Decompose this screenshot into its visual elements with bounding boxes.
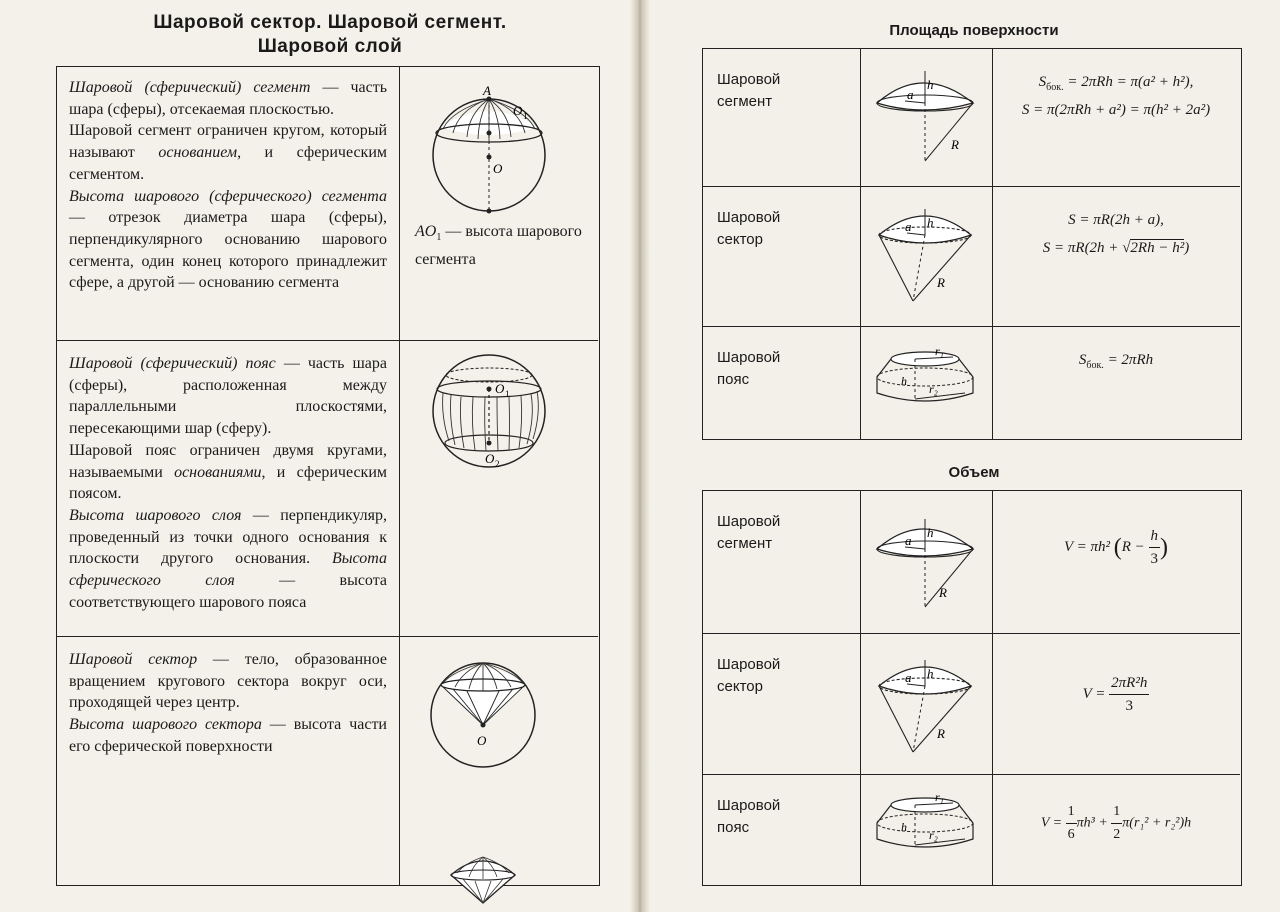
formula-line [993, 71, 1239, 99]
paren-close: ) [1160, 534, 1169, 561]
area-sector-figure [873, 197, 985, 309]
label-h: h [927, 666, 934, 681]
name-line: пояс [717, 819, 750, 836]
numerator: 1 [1066, 801, 1077, 824]
area-sector-row [703, 187, 1240, 327]
segment-definition [69, 77, 387, 294]
label-h: h [901, 374, 907, 388]
volume-segment-name [717, 511, 847, 555]
formula-s: S [1078, 352, 1087, 368]
volume-sector-formula [993, 672, 1239, 717]
formula-sub: бок. [1086, 360, 1104, 371]
sector-sphere-figure [419, 641, 549, 769]
volume-segment-figure [873, 505, 985, 617]
layer-height-text-end: — высота соответствующего шарового пояса [69, 572, 388, 611]
volume-layer-row [703, 775, 1240, 884]
formula-sub: бок. [1046, 82, 1064, 93]
segment-sphere-figure [429, 85, 559, 215]
label-o2: O [485, 451, 495, 466]
label-a: A [483, 85, 491, 98]
sector-def-text: — тело, образованное вращением кругового сектора вокруг оси, проходящей через центр. [69, 651, 387, 712]
denominator: 3 [1125, 698, 1133, 714]
label-o2-sub: 2 [495, 459, 500, 469]
volume-sector-figure [873, 648, 985, 760]
volume-layer-figure [873, 789, 985, 873]
volume-sector-name [717, 654, 847, 698]
layer-height-term2: Высота сферического слоя [69, 550, 387, 590]
numerator: 2πR²h [1109, 672, 1149, 695]
caption-ao-sub: 1 [436, 232, 442, 244]
formula-part: V = [1082, 685, 1106, 702]
formula-part: R − [1121, 538, 1145, 555]
sector-definition [69, 649, 387, 758]
label-r: R [937, 726, 945, 741]
area-sector-formula [993, 209, 1239, 259]
layer-base-text: Шаровой пояс ограничен двумя кругами, называемыми [69, 441, 387, 481]
fraction [1066, 801, 1077, 846]
layer-definition [69, 353, 387, 613]
label-a: a [905, 533, 912, 548]
label-h: h [927, 525, 934, 540]
formula-part: πh³ + [1076, 815, 1108, 831]
label-h: h [927, 215, 934, 230]
label-a: a [907, 87, 914, 102]
layer-height-text: — перпендикуляр, проведенный из точки одного основания к плоскости другого основания. [69, 506, 387, 568]
name-line: пояс [717, 371, 750, 388]
caption-text: — высота шарового сегмента [415, 223, 582, 269]
area-layer-figure [873, 343, 985, 427]
label-a: a [905, 219, 912, 234]
name-line: Шаровой [717, 513, 781, 530]
formula-s: S [1038, 74, 1047, 90]
name-line: сегмент [717, 93, 773, 110]
area-layer-row [703, 327, 1240, 438]
name-line: сектор [717, 231, 763, 248]
segment-base-text: Шаровой сегмент ограничен кругом, который называют [69, 122, 387, 162]
name-line: сектор [717, 678, 763, 695]
layer-base-text-end: , и сферическим поясом. [69, 463, 388, 503]
book-spine [630, 0, 650, 912]
sector-height-text: — высота части его сферической поверхности [69, 716, 387, 755]
formula-root: 2Rh − h² [1130, 240, 1185, 256]
area-segment-row [703, 49, 1240, 187]
formula-part: ) [1184, 240, 1190, 256]
label-o1-sub: 1 [505, 389, 510, 399]
layer-base-term: основаниями [174, 463, 262, 481]
layer-term: Шаровой (сферический) пояс [69, 355, 276, 372]
segment-base-term: основанием [158, 144, 238, 162]
sector-height-term: Высота шарового сектора [69, 716, 262, 734]
formula-line: S = π(2πRh + a²) = π(h² + 2a²) [1021, 102, 1211, 118]
label-h: h [901, 820, 907, 834]
label-r2: r₂ [929, 382, 938, 396]
sqrt-sign: √ [1122, 240, 1131, 256]
formula-line [993, 237, 1239, 259]
layer-height-term: Высота шарового слоя [69, 506, 242, 524]
fraction [1149, 525, 1161, 570]
formula-part: π(r₁² + r₂²)h [1122, 815, 1192, 831]
volume-layer-name [717, 795, 847, 839]
name-line: Шаровой [717, 71, 781, 88]
volume-layer-formula [993, 801, 1239, 846]
segment-row [57, 67, 598, 341]
label-o1: O [513, 103, 523, 118]
area-layer-name [717, 347, 847, 391]
label-o: O [477, 733, 487, 748]
area-sector-name [717, 207, 847, 251]
volume-segment-row [703, 491, 1240, 634]
layer-sphere-figure [429, 347, 559, 477]
formula-part: V = πh² [1063, 538, 1110, 555]
volume-segment-formula [993, 525, 1239, 570]
right-page [644, 0, 1280, 912]
sector-row [57, 637, 598, 884]
segment-def-text: — часть шара (сферы), отсекаемая плоскостью. [69, 79, 387, 118]
sector-term: Шаровой сектор [69, 651, 198, 668]
label-r1: r₁ [935, 790, 944, 804]
formula-rest: = 2πRh [1103, 352, 1154, 368]
name-line: Шаровой [717, 656, 781, 673]
denominator: 2 [1113, 827, 1121, 842]
page-title: Шаровой сектор. Шаровой сегмент. [153, 12, 507, 33]
numerator: h [1149, 525, 1161, 548]
area-segment-name [717, 69, 847, 113]
left-page [0, 0, 636, 912]
formula-part: S = πR(2h + [1042, 240, 1123, 256]
surface-area-table [702, 48, 1242, 440]
volume-sector-row [703, 634, 1240, 775]
label-r: R [951, 137, 959, 152]
layer-row [57, 341, 598, 637]
segment-height-term: Высота шарового (сферического) сегмента [69, 187, 387, 205]
name-line: Шаровой [717, 349, 781, 366]
segment-caption [415, 221, 585, 271]
area-segment-formula [993, 71, 1239, 121]
layer-def-text: — часть шара (сферы), расположенная между параллельными плоскостями, пересекающими шар (сферу). [69, 355, 387, 438]
paren-open: ( [1113, 534, 1122, 561]
label-r: R [937, 275, 945, 290]
denominator: 3 [1150, 551, 1159, 567]
sector-cone-figure [443, 849, 523, 909]
volume-title: Объем [948, 464, 1000, 481]
formula-part: V = [1040, 815, 1063, 831]
name-line: Шаровой [717, 797, 781, 814]
label-r: R [939, 585, 947, 600]
label-o1: O [495, 381, 505, 396]
name-line: сегмент [717, 535, 773, 552]
definitions-table [56, 66, 600, 886]
label-r1: r₁ [935, 344, 944, 358]
formula-rest: = 2πRh = π(a² + h²), [1063, 74, 1194, 90]
area-layer-formula [993, 349, 1239, 377]
fraction [1111, 801, 1122, 846]
label-h: h [927, 77, 934, 92]
segment-term: Шаровой (сферический) сегмент [69, 79, 311, 96]
caption-ao: AO [415, 223, 437, 240]
numerator: 1 [1111, 801, 1122, 824]
volume-table [702, 490, 1242, 886]
name-line: Шаровой [717, 209, 781, 226]
segment-base-text-end: , и сферическим сегментом. [69, 144, 388, 183]
label-r2: r₂ [929, 828, 938, 842]
fraction [1109, 672, 1149, 717]
denominator: 6 [1067, 827, 1075, 842]
formula-line: S = πR(2h + a), [1068, 212, 1164, 228]
label-a: a [905, 670, 912, 685]
label-o: O [493, 161, 503, 176]
surface-area-title: Площадь поверхности [889, 22, 1059, 39]
segment-height-text: — отрезок диаметра шара (сферы), перпендикулярного основанию шарового сегмента, один конец которого принадлежит сфере, а другой — основанию сегмента [69, 209, 387, 292]
label-o1-sub: 1 [523, 111, 528, 121]
area-segment-figure [873, 59, 985, 171]
page-subtitle: Шаровой слой [257, 36, 403, 57]
